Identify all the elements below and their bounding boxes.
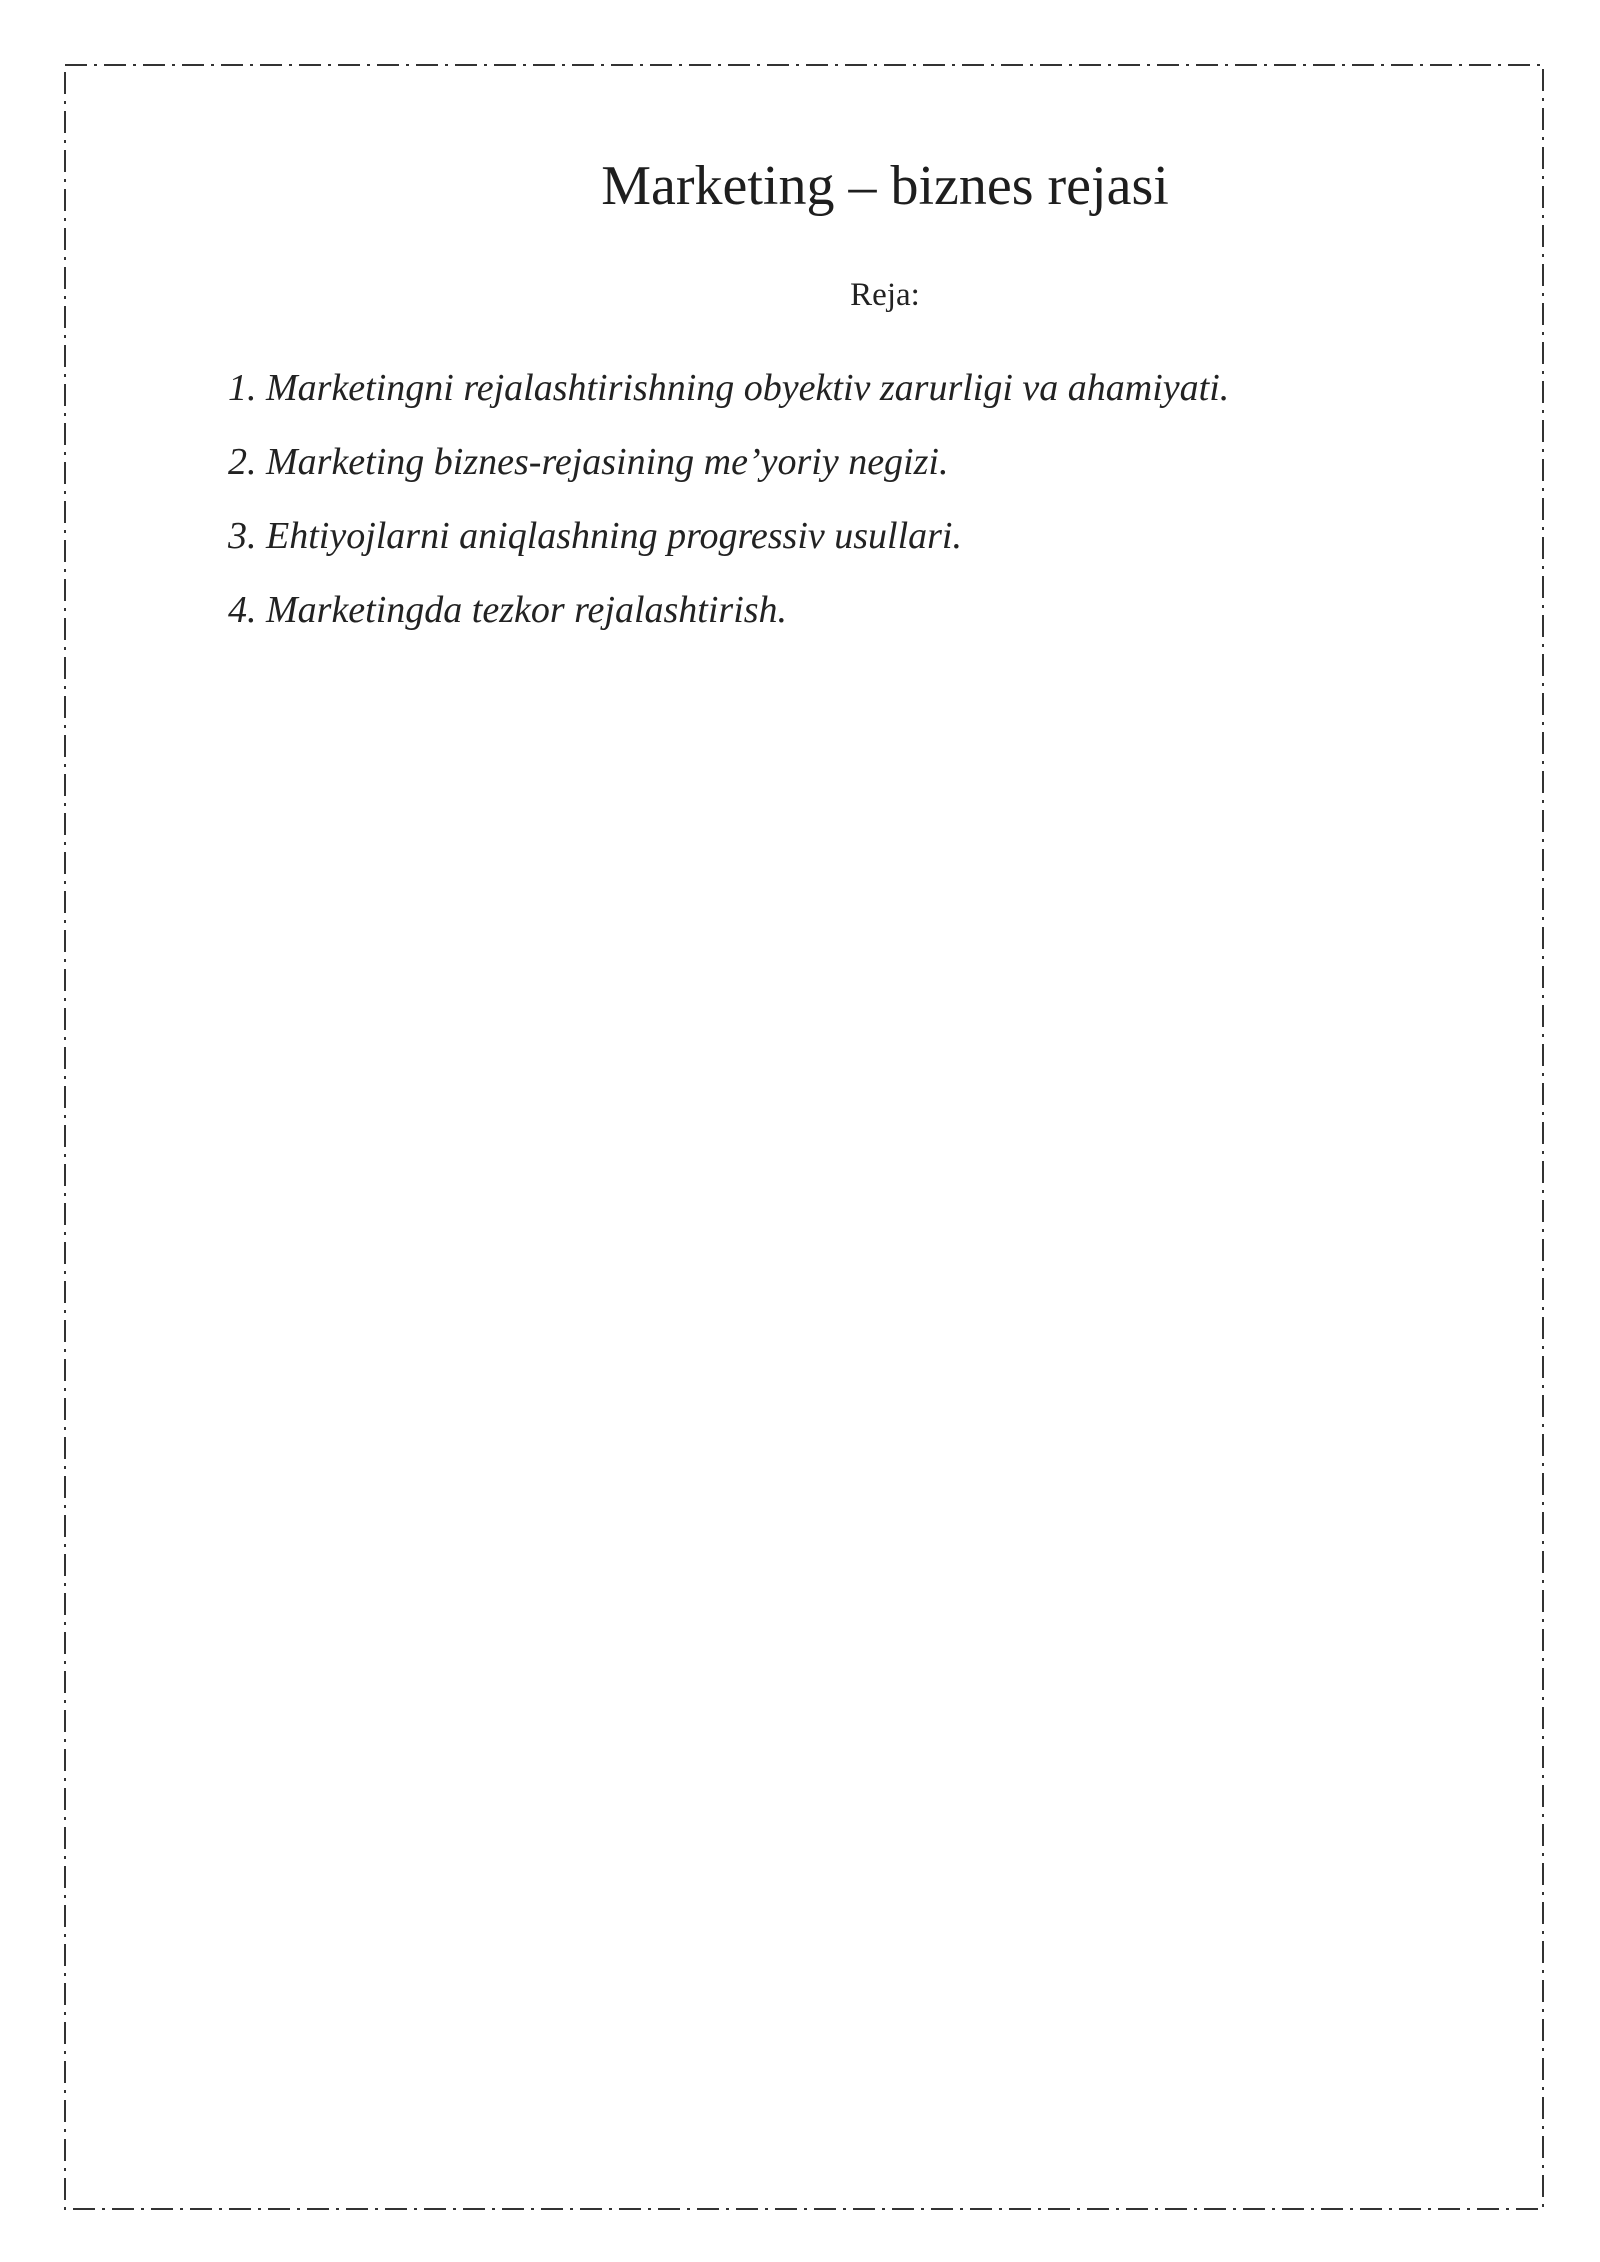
plan-item-number: 3. bbox=[228, 515, 257, 557]
plan-item bbox=[228, 587, 1229, 661]
plan-item-number: 2. bbox=[228, 441, 257, 483]
plan-item bbox=[228, 513, 1229, 587]
plan-item bbox=[228, 439, 1229, 513]
plan-item-text: Marketingni rejalashtirishning obyektiv zarurligi va ahamiyati. bbox=[266, 367, 1230, 409]
plan-label: Reja: bbox=[850, 277, 920, 313]
plan-item-number: 1. bbox=[228, 367, 257, 409]
plan-list bbox=[228, 365, 1229, 661]
plan-item-text: Marketingda tezkor rejalashtirish. bbox=[266, 589, 788, 631]
plan-item bbox=[228, 365, 1229, 439]
plan-item-text: Ehtiyojlarni aniqlashning progressiv usullari. bbox=[266, 515, 962, 557]
page-title: Marketing – biznes rejasi bbox=[601, 155, 1169, 217]
plan-item-number: 4. bbox=[228, 589, 257, 631]
plan-item-text: Marketing biznes-rejasining me’yoriy negizi. bbox=[266, 441, 949, 483]
